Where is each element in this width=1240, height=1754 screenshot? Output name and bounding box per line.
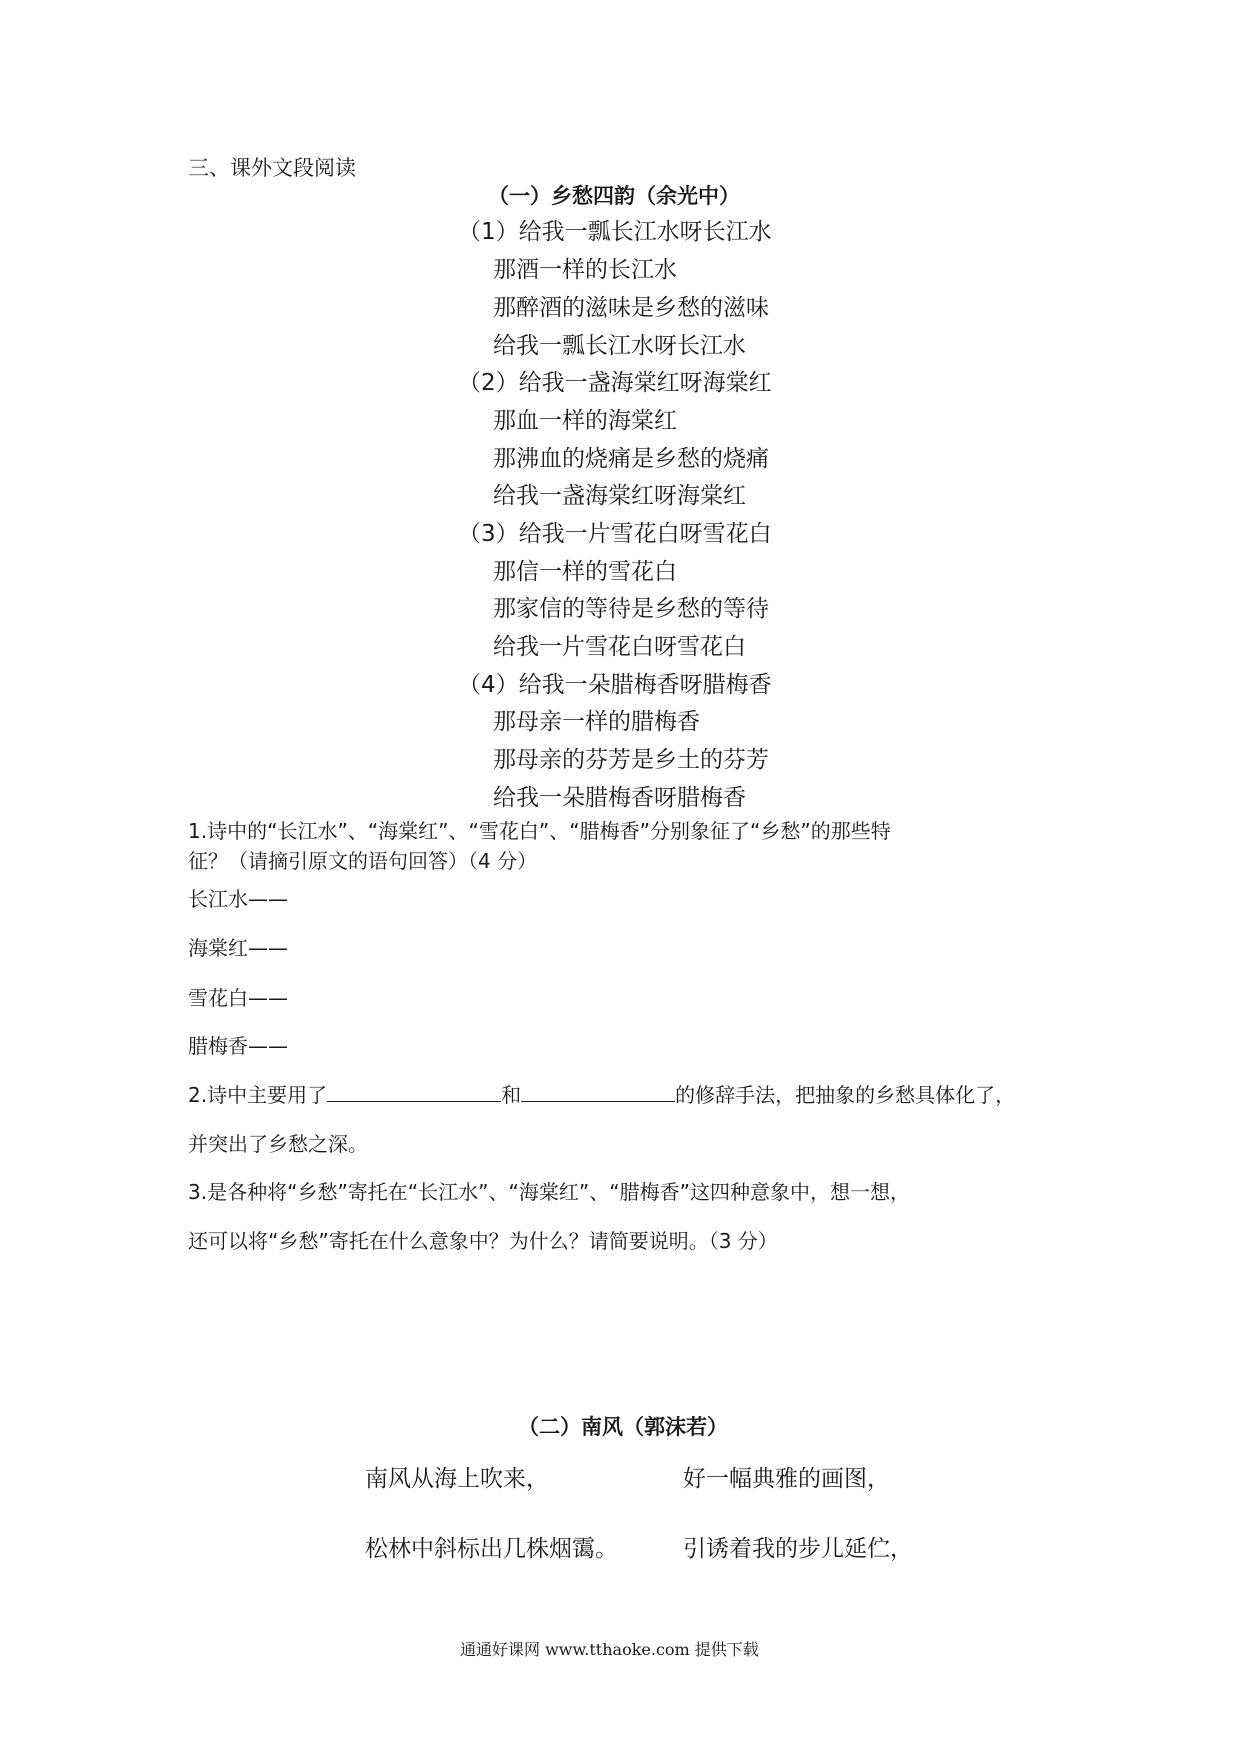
stanza-label: （2） xyxy=(458,370,519,396)
stanza-1-first-line xyxy=(458,213,772,246)
section-heading: 三、课外文段阅读 xyxy=(188,156,356,180)
stanza-2-first-line xyxy=(458,364,772,397)
poem-line: 好一幅典雅的画图， xyxy=(683,1466,890,1492)
answer-blank-2[interactable] xyxy=(521,1079,675,1102)
answer-label: 雪花白—— xyxy=(188,986,288,1010)
question-3-line-1: 3.是各种将“乡愁”寄托在“长江水”、“海棠红”、“腊梅香”这四种意象中，想一想， xyxy=(188,1180,910,1204)
stanza-label: （4） xyxy=(458,672,519,698)
poem-line: 给我一片雪花白呀雪花白 xyxy=(518,521,772,547)
poem-line: 给我一朵腊梅香呀腊梅香 xyxy=(518,672,772,698)
poem-line: 那母亲一样的腊梅香 xyxy=(493,709,700,735)
question-2-line-1 xyxy=(188,1079,1015,1108)
question-text: 和 xyxy=(501,1083,522,1107)
poem1-title: （一）乡愁四韵（余光中） xyxy=(488,184,740,208)
question-3-line-2: 还可以将“乡愁”寄托在什么意象中？为什么？请简要说明。（3 分） xyxy=(188,1229,778,1253)
poem-line: 那家信的等待是乡愁的等待 xyxy=(493,596,769,622)
poem-line: 那信一样的雪花白 xyxy=(493,559,677,585)
poem-line: 引诱着我的步儿延伫， xyxy=(683,1536,913,1562)
poem-line: 那血一样的海棠红 xyxy=(493,408,677,434)
stanza-3-first-line xyxy=(458,515,772,548)
poem-line: 那母亲的芬芳是乡土的芬芳 xyxy=(493,747,769,773)
question-text: 的修辞手法，把抽象的乡愁具体化了， xyxy=(675,1083,1016,1107)
page-footer: 通通好课网 www.tthaoke.com 提供下载 xyxy=(460,1640,759,1659)
answer-label: 长江水—— xyxy=(188,887,288,911)
poem-line: 给我一片雪花白呀雪花白 xyxy=(493,634,746,660)
stanza-label: （3） xyxy=(458,521,519,547)
poem-line: 给我一瓢长江水呀长江水 xyxy=(518,219,772,245)
poem-line: 南风从海上吹来， xyxy=(365,1466,549,1492)
question-1-line-1: 1.诗中的“长江水”、“海棠红”、“雪花白”、“腊梅香”分别象征了“乡愁”的那些特 xyxy=(188,819,891,843)
question-2-line-2: 并突出了乡愁之深。 xyxy=(188,1132,368,1156)
question-text: 2.诗中主要用了 xyxy=(188,1083,328,1107)
poem-line: 那酒一样的长江水 xyxy=(493,257,677,283)
stanza-4-first-line xyxy=(458,666,772,699)
poem-line: 松林中斜标出几株烟霭。 xyxy=(365,1536,618,1562)
poem2-title: （二）南风（郭沫若） xyxy=(518,1415,728,1439)
answer-label: 腊梅香—— xyxy=(188,1034,288,1058)
poem-line: 给我一盏海棠红呀海棠红 xyxy=(493,483,746,509)
poem-line: 给我一朵腊梅香呀腊梅香 xyxy=(493,785,746,811)
poem-line: 那沸血的烧痛是乡愁的烧痛 xyxy=(493,446,769,472)
poem-line: 给我一瓢长江水呀长江水 xyxy=(493,333,746,359)
answer-label: 海棠红—— xyxy=(188,936,288,960)
poem-line: 那醉酒的滋味是乡愁的滋味 xyxy=(493,295,769,321)
question-1-line-2: 征？（请摘引原文的语句回答）（4 分） xyxy=(188,849,538,873)
stanza-label: （1） xyxy=(458,219,519,245)
answer-blank-1[interactable] xyxy=(327,1079,501,1102)
poem-line: 给我一盏海棠红呀海棠红 xyxy=(518,370,772,396)
